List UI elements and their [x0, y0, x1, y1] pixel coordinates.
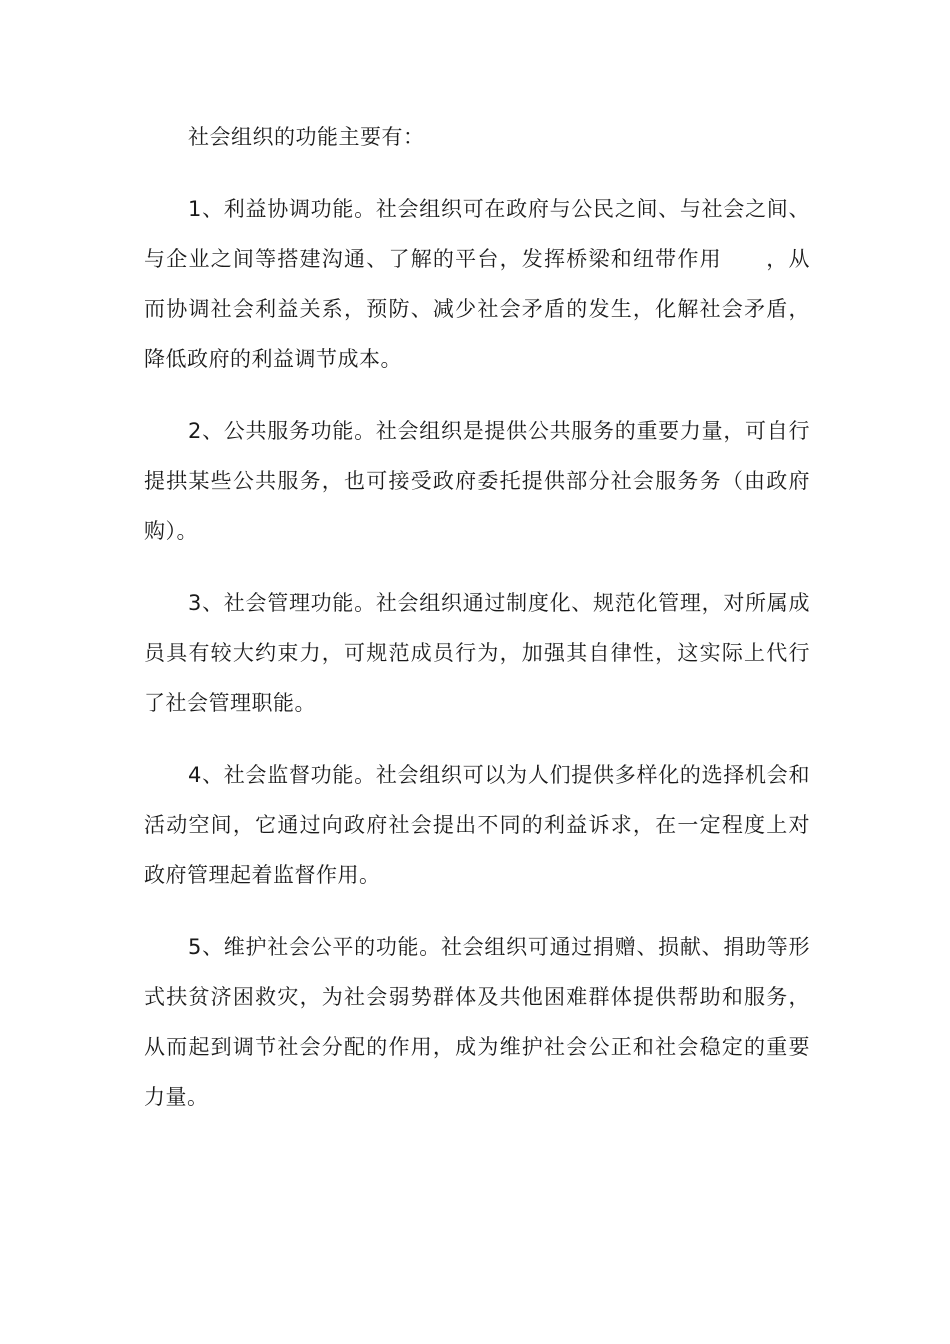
paragraph-social-supervision: 4、社会监督功能。社会组织可以为人们提供多样化的选择机会和活动空间，它通过向政府社会提出不同的利益诉求，在一定程度上对政府管理起着监督作用。 [144, 763, 810, 887]
paragraph-social-fairness: 5、维护社会公平的功能。社会组织可通过捐赠、损献、捐助等形式扶贫济困救灾，为社会弱势群体及共他困难群体提供帮助和服务，从而起到调节社会分配的作用，成为维护社会公正和社会稳定的重要力量。 [144, 935, 810, 1109]
paragraph-public-service: 2、公共服务功能。社会组织是提供公共服务的重要力量，可自行提拱某些公共服务，也可接受政府委托提供部分社会服务务（由政府购）。 [144, 419, 810, 543]
intro-paragraph: 社会组织的功能主要有： [188, 125, 425, 149]
paragraph-interest-coordination: 1、利益协调功能。社会组织可在政府与公民之间、与社会之间、与企业之间等搭建沟通、了解的平台，发挥桥梁和纽带作用 ，从而协调社会利益关系，预防、减少社会矛盾的发生，化解社会矛盾，降低政府的利益调节成本。 [144, 197, 810, 371]
paragraph-social-management: 3、社会管理功能。社会组织通过制度化、规范化管理，对所属成员具有较大约束力，可规范成员行为，加强其自律性，这实际上代行了社会管理职能。 [144, 591, 810, 715]
document-body [144, 112, 810, 1144]
